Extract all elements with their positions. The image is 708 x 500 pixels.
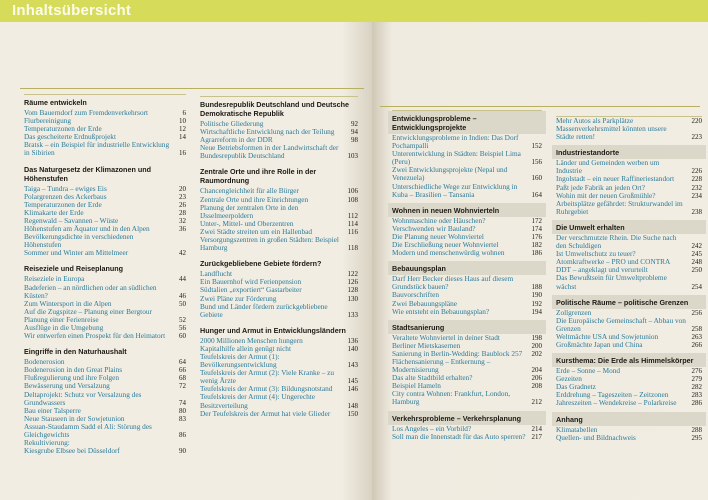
section-heading: Reiseziele und Reiseplanung	[24, 264, 124, 274]
toc-entry-page: 133	[347, 310, 358, 319]
toc-entry	[556, 159, 702, 175]
toc-entry-page: 200	[531, 341, 542, 350]
toc-entry-title: Modern und menschenwürdig wohnen	[392, 248, 505, 258]
toc-entry-title: Arbeitsplätze gefährdet: Strukturwandel im Ruhrgebiet	[556, 198, 683, 216]
toc-entry-title: 2000 Millionen Menschen hungern	[200, 335, 303, 345]
toc-entry-page: 245	[691, 250, 702, 259]
toc-entry-title: Kapitalhilfe allein genügt nicht	[200, 343, 291, 353]
toc-entry-title: Quellen- und Bildnachweis	[556, 432, 636, 442]
toc-entry-page: 228	[691, 175, 702, 184]
toc-entry-title: Atomkraftwerke – PRO und CONTRA	[556, 257, 671, 267]
toc-entry-title: Großmächte Japan und China	[556, 339, 643, 349]
toc-entry-title: Rekultivierung:	[24, 438, 70, 448]
toc-entry	[556, 399, 702, 407]
toc-column-2	[200, 96, 358, 422]
toc-entry-title: Wohnmaschine oder Häuschen?	[392, 215, 486, 225]
toc-entry-title: DDT – angeklagt und verurteilt	[556, 265, 648, 275]
section-heading: Hunger und Armut in Entwicklungsländern	[200, 325, 346, 335]
divider-right	[380, 106, 700, 107]
toc-entry-page: 150	[347, 409, 358, 418]
toc-entry	[392, 390, 542, 406]
toc-entry-page: 112	[347, 211, 358, 220]
toc-entry	[392, 275, 542, 291]
toc-entry-page: 98	[351, 136, 358, 145]
toc-entry-page: 188	[531, 283, 542, 292]
toc-entry	[556, 234, 702, 250]
toc-entry-page: 83	[179, 414, 186, 423]
toc-entry-page: 176	[531, 232, 542, 241]
toc-entry-title: Massenverkehrsmittel könnten unsere Städte retten!	[556, 124, 667, 142]
section-heading: Entwicklungsprobleme – Entwicklungsprojekte	[388, 111, 546, 134]
toc-entry-title: Zwei Entwicklungsprojekte (Nepal und Venezuela)	[392, 165, 508, 183]
toc-entry	[556, 125, 702, 141]
section-heading: Politische Räume – politische Grenzen	[552, 295, 706, 309]
toc-entry-page: 204	[531, 366, 542, 375]
section-heading: Kursthema: Die Erde als Himmelskörper	[552, 353, 706, 367]
toc-entry-page: 126	[347, 278, 358, 287]
toc-entry	[392, 433, 542, 441]
toc-entry-page: 198	[531, 333, 542, 342]
right-page	[372, 0, 708, 500]
toc-entry-title: Badeferien – an nördlichen oder an südlichen Küsten?	[24, 282, 157, 300]
toc-entry-page: 295	[691, 433, 702, 442]
toc-entry-title: Wohin mit der neuen Großmühle?	[556, 190, 656, 200]
toc-entry-page: 266	[691, 340, 702, 349]
toc-entry-title: Unter-, Mittel- und Oberzentren	[200, 218, 294, 228]
toc-entry-title: Bund und Länder fördern zurückgebliebene Gebiete	[200, 301, 328, 319]
toc-column-4	[556, 116, 702, 446]
header-band-right	[372, 0, 708, 22]
section-heading: Eingriffe in den Naturhaushalt	[24, 347, 127, 357]
toc-entry-page: 223	[691, 133, 702, 142]
toc-entry-page: 148	[347, 401, 358, 410]
toc-entry-page: 152	[531, 142, 542, 151]
toc-entry-title: Berliner Mietskasernen	[392, 340, 461, 350]
toc-entry	[392, 134, 542, 150]
toc-entry-page: 128	[347, 286, 358, 295]
toc-entry-title: Zwei Bebauungspläne	[392, 298, 458, 308]
toc-entry-title: Bodenerosion	[24, 357, 65, 367]
toc-entry-page: 122	[347, 270, 358, 279]
toc-entry-page: 288	[691, 425, 702, 434]
toc-entry	[24, 284, 186, 300]
toc-entry-title: Wie entsteht ein Bebauungsplan?	[392, 306, 490, 316]
toc-entry	[392, 249, 542, 257]
toc-entry-page: 263	[691, 332, 702, 341]
toc-entry-title: Polargrenzen des Ackerbaus	[24, 191, 107, 201]
toc-entry-page: 92	[351, 120, 358, 128]
toc-entry-page: 10	[179, 117, 186, 126]
toc-entry	[200, 236, 358, 252]
toc-entry	[556, 434, 702, 442]
toc-entry-title: Deltaprojekt: Schutz vor Versalzung des Grundwassers	[24, 389, 142, 407]
toc-entry-title: Entwicklungsprobleme in Indien: Das Dorf Pochampalli	[392, 133, 519, 151]
toc-entry-page: 214	[531, 424, 542, 433]
toc-entry-page: 186	[531, 249, 542, 258]
toc-entry-page: 80	[179, 406, 186, 415]
toc-entry-page: 36	[179, 225, 186, 234]
toc-entry-title: Bauvorschriften	[392, 290, 440, 300]
toc-entry-title: Zwei Städte streiten um ein Hallenbad	[200, 226, 313, 236]
toc-entry	[556, 341, 702, 349]
toc-entry-title: Ein Bauernhof wird Ferienpension	[200, 277, 302, 287]
toc-entry	[200, 353, 358, 369]
toc-entry-page: 174	[531, 224, 542, 233]
toc-entry-title: Das alte Stadtbild erhalten?	[392, 373, 473, 383]
toc-entry	[556, 317, 702, 333]
toc-entry-title: Darf Herr Becker dieses Haus auf diesem Grundstück bauen?	[392, 274, 514, 292]
toc-entry-page: 118	[347, 244, 358, 253]
toc-entry-title: Klimatabellen	[556, 424, 598, 434]
toc-entry	[24, 141, 186, 157]
toc-entry-page: 283	[691, 391, 702, 400]
toc-entry-title: Die Planung neuer Wohnviertel	[392, 231, 484, 241]
toc-entry-title: Die Europäische Gemeinschaft – Abbau von Grenzen	[556, 315, 686, 333]
toc-entry-page: 106	[347, 187, 358, 196]
toc-entry	[200, 144, 358, 160]
toc-entry-title: Länder und Gemeinden werben um Industrie	[556, 158, 660, 176]
toc-entry-title: Unterschiedliche Wege zur Entwicklung in Kuba – Brasilien – Tansania	[392, 181, 518, 199]
section-heading: Bundesrepublik Deutschland und Deutsche Demokratische Republik	[200, 100, 349, 118]
toc-entry-title: Beispiel Hameln	[392, 381, 441, 391]
section-heading: Verkehrsprobleme – Verkehrsplanung	[388, 411, 546, 425]
toc-entry-title: Soll man die Innenstadt für das Auto sperren?	[392, 431, 526, 441]
toc-entry-page: 238	[691, 207, 702, 216]
section-heading: Zurückgebliebene Gebiete fördern?	[200, 259, 322, 269]
toc-entry-title: Ausflüge in die Umgebung	[24, 322, 104, 332]
toc-entry-title: Südtalien „exportiert“ Gastarbeiter	[200, 285, 302, 295]
toc-entry-title: Gezeiten	[556, 374, 582, 384]
toc-entry-page: 86	[179, 431, 186, 439]
section-heading: Wohnen in neuen Wohnvierteln	[388, 203, 546, 217]
toc-entry-page: 232	[691, 183, 702, 192]
toc-entry-page: 56	[179, 323, 186, 332]
toc-entry-title: Taiga – Tundra – ewiges Eis	[24, 183, 107, 193]
toc-entry-title: Flächensanierung – Entkernung – Modernisierung	[392, 356, 491, 375]
toc-entry-page: 74	[179, 398, 186, 407]
toc-entry-page: 52	[179, 315, 186, 324]
toc-entry-page: 226	[691, 167, 702, 176]
toc-entry-page: 12	[179, 125, 186, 134]
toc-entry-page: 68	[179, 374, 186, 383]
toc-entry-title: Sanierung in Berlin-Wedding: Baublock 257	[392, 348, 523, 358]
toc-entry-title: Kiesgrube Elbsee bei Düsseldorf	[24, 446, 120, 456]
toc-entry-page: 164	[531, 190, 542, 199]
toc-entry-title: Assuan-Staudamm Sadd el Ali: Störung des Gleichgewichts	[24, 421, 152, 439]
toc-entry-title: Temperaturzonen der Erde	[24, 124, 102, 134]
toc-entry	[200, 303, 358, 319]
toc-entry-title: Chancengleichheit für alle Bürger	[200, 186, 299, 196]
toc-entry-page: 90	[179, 447, 186, 456]
toc-entry	[200, 393, 358, 409]
toc-entry-page: 217	[531, 432, 542, 441]
toc-entry-title: Paßt jede Fabrik an jeden Ort?	[556, 182, 645, 192]
toc-entry-title: Ist Umweltschutz zu teuer?	[556, 249, 636, 259]
section-heading: Bebauungsplan	[388, 261, 546, 275]
toc-entry-title: Teufelskreis der Armut (3): Bildungsnotstand	[200, 384, 333, 394]
toc-entry-title: Versorgungszentren in großen Städten: Beispiel Hamburg	[200, 235, 339, 253]
toc-entry-title: Reiseziele in Europa	[24, 274, 85, 284]
toc-entry-page: 286	[691, 399, 702, 408]
section-heading: Die Umwelt erhalten	[552, 220, 706, 234]
toc-entry-title: Bratsk – ein Beispiel für industrielle Entwicklung in Sibirien	[24, 140, 170, 158]
toc-entry	[24, 249, 186, 257]
toc-entry-page: 234	[691, 191, 702, 200]
toc-entry-page: 42	[179, 249, 186, 258]
toc-entry-title: Unterentwicklung in Städten: Beispiel Lima (Peru)	[392, 149, 521, 167]
toc-entry-page: 208	[531, 382, 542, 391]
toc-entry-title: Erde – Sonne – Mond	[556, 366, 621, 376]
section-heading: Räume entwickeln	[24, 98, 87, 107]
toc-entry-page: 206	[531, 374, 542, 383]
section-heading: Industriestandorte	[552, 145, 706, 159]
toc-entry-page: 103	[347, 152, 358, 161]
toc-column-3	[392, 110, 542, 445]
toc-entry-title: Temperaturzonen der Erde	[24, 199, 102, 209]
toc-entry-page: 94	[351, 128, 358, 137]
toc-entry-page: 32	[179, 216, 186, 225]
toc-entry-page: 190	[531, 291, 542, 300]
toc-entry-title: Teufelskreis der Armut (1): Bevölkerungsentwicklung	[200, 351, 280, 370]
toc-entry	[24, 423, 186, 439]
toc-entry	[392, 150, 542, 166]
toc-entry-title: Zollgrenzen	[556, 307, 592, 317]
toc-entry-title: Flußregulierung und ihre Folgen	[24, 373, 120, 383]
toc-entry-title: Teufelskreis der Armut (4): Ungerechte Besitzverteilung	[200, 392, 315, 410]
toc-entry-page: 44	[179, 275, 186, 284]
toc-entry-page: 114	[347, 219, 358, 228]
toc-entry-title: Sommer und Winter am Mittelmeer	[24, 248, 129, 258]
toc-entry-title: Klimakarte der Erde	[24, 207, 84, 217]
toc-entry-title: Flurbereinigung	[24, 116, 72, 126]
toc-entry-page: 108	[347, 195, 358, 204]
section-heading: Das Naturgesetz der Klimazonen und Höhenstufen	[24, 164, 152, 183]
toc-entry-page: 116	[347, 227, 358, 236]
toc-entry-title: Agrarreform in der DDR	[200, 135, 273, 145]
toc-entry-page: 258	[691, 324, 702, 333]
toc-entry-title: Zwei Pläne zur Förderung	[200, 293, 277, 303]
toc-entry-page: 220	[691, 117, 702, 125]
toc-entry	[24, 332, 186, 340]
toc-entry-title: Der Teufelskreis der Armut hat viele Glieder	[200, 408, 331, 418]
toc-entry-page: 64	[179, 358, 186, 367]
toc-entry-page: 145	[347, 377, 358, 386]
toc-entry-page: 23	[179, 192, 186, 201]
toc-entry-page: 140	[347, 344, 358, 353]
toc-entry-page: 50	[179, 299, 186, 308]
toc-entry-page: 182	[531, 241, 542, 250]
toc-entry-title: Wirtschaftliche Entwicklung nach der Teilung	[200, 127, 335, 137]
toc-entry	[392, 183, 542, 199]
toc-entry-title: Planung der zentralen Orte in den IJsselmeerpoldern	[200, 202, 299, 220]
toc-entry	[392, 308, 542, 316]
toc-entry-title: Ingolstadt – ein neuer Raffineriestandort	[556, 174, 675, 184]
toc-entry-title: Bodenerosion in den Great Plains	[24, 365, 123, 375]
toc-entry-title: Planung einer Ferienreise	[24, 314, 99, 324]
section-heading: Anhang	[552, 412, 706, 426]
toc-entry-title: Neue Betriebsformen in der Landwirtschaft der Bundesrepublik Deutschland	[200, 143, 339, 161]
section-heading: Stadtsanierung	[388, 320, 546, 334]
toc-entry-title: Vom Bauerndorf zum Fremdenverkehrsort	[24, 108, 149, 117]
toc-entry-page: 20	[179, 184, 186, 193]
toc-entry-page: 156	[531, 158, 542, 167]
toc-entry-title: Landflucht	[200, 269, 233, 279]
toc-entry	[24, 233, 186, 249]
toc-entry-title: Zum Wintersport in die Alpen	[24, 298, 112, 308]
toc-entry-title: Teufelskreis der Armut (2): Viele Kranke – zu wenig Ärzte	[200, 368, 335, 386]
toc-entry-title: Erddrehung – Tageszeiten – Zeitzonen	[556, 390, 669, 400]
toc-entry-title: Zentrale Orte und ihre Einrichtungen	[200, 194, 309, 204]
toc-entry-title: Regenwald – Savannen – Wüste	[24, 215, 119, 225]
toc-entry-title: Höhenstufen am Äquator und in den Alpen	[24, 224, 150, 234]
page-title: Inhaltsübersicht	[12, 2, 132, 19]
divider	[20, 88, 364, 89]
toc-entry-page: 242	[691, 242, 702, 251]
toc-entry	[200, 204, 358, 220]
toc-entry-page: 254	[691, 282, 702, 291]
toc-entry-page: 212	[531, 398, 542, 407]
toc-entry-page: 136	[347, 336, 358, 345]
toc-entry-title: Veraltete Wohnviertel in deiner Stadt	[392, 332, 500, 342]
toc-entry	[24, 391, 186, 407]
toc-entry-page: 16	[179, 149, 186, 158]
toc-entry	[200, 369, 358, 385]
toc-entry-title: Das gescheiterte Erdnußprojekt	[24, 132, 116, 142]
toc-entry-title: City contra Wohnen: Frankfurt, London, Hamburg	[392, 389, 511, 407]
toc-entry-page: 172	[531, 216, 542, 225]
toc-entry-title: Das Bewußtsein für Umweltprobleme wächst	[556, 273, 667, 291]
toc-entry-title: Bevölkerungsdichte in verschiedenen Höhenstufen	[24, 232, 134, 250]
toc-entry-title: Bewässerung und Versalzung	[24, 381, 110, 391]
toc-entry	[392, 166, 542, 182]
toc-entry-page: 248	[691, 258, 702, 267]
toc-entry	[556, 200, 702, 216]
toc-entry-page: 60	[179, 332, 186, 341]
toc-entry-page: 66	[179, 366, 186, 375]
toc-entry-title: Der verschmutzte Rhein. Die Suche nach den Schuldigen	[556, 232, 677, 251]
toc-entry-page: 6	[182, 109, 186, 117]
toc-entry-page: 192	[531, 299, 542, 308]
toc-entry-page: 72	[179, 382, 186, 391]
toc-entry-page: 250	[691, 266, 702, 275]
toc-entry	[556, 274, 702, 290]
toc-entry-page: 146	[347, 385, 358, 394]
toc-entry-page: 279	[691, 375, 702, 384]
toc-entry-title: Auf die Zugspitze – Planung einer Bergtour	[24, 306, 152, 316]
toc-entry-title: Politische Gliederung	[200, 119, 264, 128]
toc-entry-page: 276	[691, 367, 702, 376]
toc-entry-page: 46	[179, 291, 186, 300]
toc-entry-title: Los Angeles – ein Vorbild?	[392, 423, 472, 433]
toc-entry-page: 28	[179, 208, 186, 217]
toc-entry-page: 256	[691, 308, 702, 317]
toc-entry-title: Das Gradnetz	[556, 382, 596, 392]
toc-entry-page: 194	[531, 307, 542, 316]
toc-column-1	[24, 94, 186, 459]
toc-entry-page: 282	[691, 383, 702, 392]
toc-entry-page: 130	[347, 294, 358, 303]
section-heading: Zentrale Orte und ihre Rolle in der Raumordnung	[200, 167, 317, 186]
toc-entry-title: Die Erschließung neuer Wohnviertel	[392, 240, 499, 250]
toc-entry-page: 14	[179, 133, 186, 142]
toc-entry-title: Weltmächte USA und Sowjetunion	[556, 331, 659, 341]
toc-entry-page: 160	[531, 174, 542, 183]
toc-entry	[24, 447, 186, 455]
toc-entry-title: Verschwenden wir Bauland?	[392, 223, 476, 233]
toc-entry-title: Mehr Autos als Parkplätze	[556, 116, 634, 125]
toc-entry	[200, 410, 358, 418]
toc-entry-title: Wir entwerfen einen Prospekt für den Heimatort	[24, 331, 166, 341]
toc-entry-page: 26	[179, 200, 186, 209]
toc-entry-title: Bau einer Talsperre	[24, 405, 81, 415]
toc-entry-title: Jahreszeiten – Wendekreise – Polarkreise	[556, 398, 677, 408]
toc-entry-page: 202	[531, 349, 542, 358]
toc-entry-page: 143	[347, 361, 358, 370]
toc-entry-title: Neue Stauseen in der Sowjetunion	[24, 413, 125, 423]
toc-entry	[392, 358, 542, 374]
